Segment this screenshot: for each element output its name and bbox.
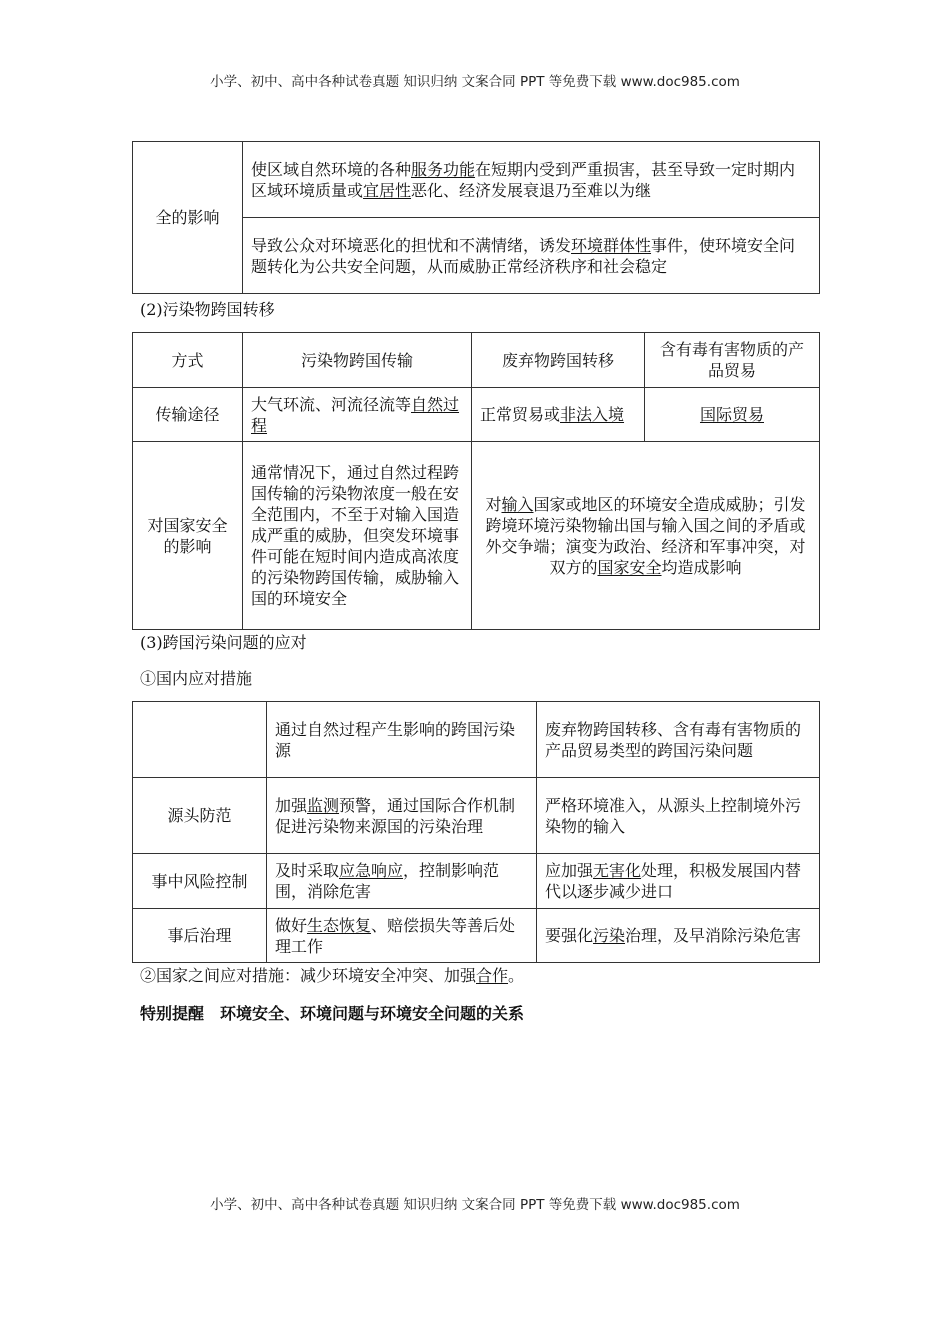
heading-3-1: ①国内应对措施: [140, 669, 253, 688]
heading-3: (3)跨国污染问题的应对: [140, 633, 307, 652]
route-label: 传输途径: [133, 388, 243, 442]
response-cell: 加强监测预警，通过国际合作机制促进污染物来源国的污染治理: [267, 778, 537, 854]
transfer-table: [132, 332, 820, 630]
response-cell: 严格环境准入，从源头上控制境外污染物的输入: [537, 778, 820, 854]
heading-2: (2)污染物跨国转移: [140, 300, 275, 319]
special-tip: 特别提醒 环境安全、环境问题与环境安全问题的关系: [140, 1004, 525, 1023]
transfer-header-1: 污染物跨国传输: [243, 333, 472, 388]
response-cell: 及时采取应急响应，控制影响范围，消除危害: [267, 854, 537, 909]
response-row-label: 源头防范: [133, 778, 267, 854]
international-measures: ②国家之间应对措施：减少环境安全冲突、加强合作。: [140, 966, 525, 985]
route-cell-3: 国际贸易: [645, 388, 820, 442]
response-header-2: 废弃物跨国转移、含有毒有害物质的产品贸易类型的跨国污染问题: [537, 702, 820, 778]
security-cell-1: 通常情况下，通过自然过程跨国传输的污染物浓度一般在安全范围内，不至于对输入国造成严重的威胁，但突发环境事件可能在短时间内造成高浓度的污染物跨国传输，威胁输入国的环境安全: [243, 442, 472, 630]
transfer-header-3: 含有毒有害物质的产品贸易: [645, 333, 820, 388]
impact-cell-1: 使区域自然环境的各种服务功能在短期内受到严重损害，甚至导致一定时期内区域环境质量或宜居性恶化、经济发展衰退乃至难以为继: [243, 142, 820, 218]
response-row-label: 事中风险控制: [133, 854, 267, 909]
impact-cell-2: 导致公众对环境恶化的担忧和不满情绪，诱发环境群体性事件，使环境安全问题转化为公共安全问题，从而威胁正常经济秩序和社会稳定: [243, 218, 820, 294]
response-table: [132, 701, 820, 963]
page-footer: 小学、初中、高中各种试卷真题 知识归纳 文案合同 PPT 等免费下载 www.doc985.com: [210, 1197, 740, 1213]
security-label: 对国家安全的影响: [133, 442, 243, 630]
response-cell: 要强化污染治理，及早消除污染危害: [537, 909, 820, 963]
response-header-1: 通过自然过程产生影响的跨国污染源: [267, 702, 537, 778]
route-cell-1: 大气环流、河流径流等自然过程: [243, 388, 472, 442]
route-cell-2: 正常贸易或非法入境: [472, 388, 645, 442]
transfer-header-0: 方式: [133, 333, 243, 388]
response-cell: 应加强无害化处理，积极发展国内替代以逐步减少进口: [537, 854, 820, 909]
response-cell: 做好生态恢复、赔偿损失等善后处理工作: [267, 909, 537, 963]
page-header: 小学、初中、高中各种试卷真题 知识归纳 文案合同 PPT 等免费下载 www.doc985.com: [210, 74, 740, 90]
transfer-header-2: 废弃物跨国转移: [472, 333, 645, 388]
response-header-0: [133, 702, 267, 778]
security-cell-2: 对输入国家或地区的环境安全造成威胁；引发跨境环境污染物输出国与输入国之间的矛盾或外交争端；演变为政治、经济和军事冲突，对双方的国家安全均造成影响: [472, 442, 820, 630]
impact-table: [132, 141, 820, 294]
response-row-label: 事后治理: [133, 909, 267, 963]
impact-row-label: 全的影响: [133, 142, 243, 294]
